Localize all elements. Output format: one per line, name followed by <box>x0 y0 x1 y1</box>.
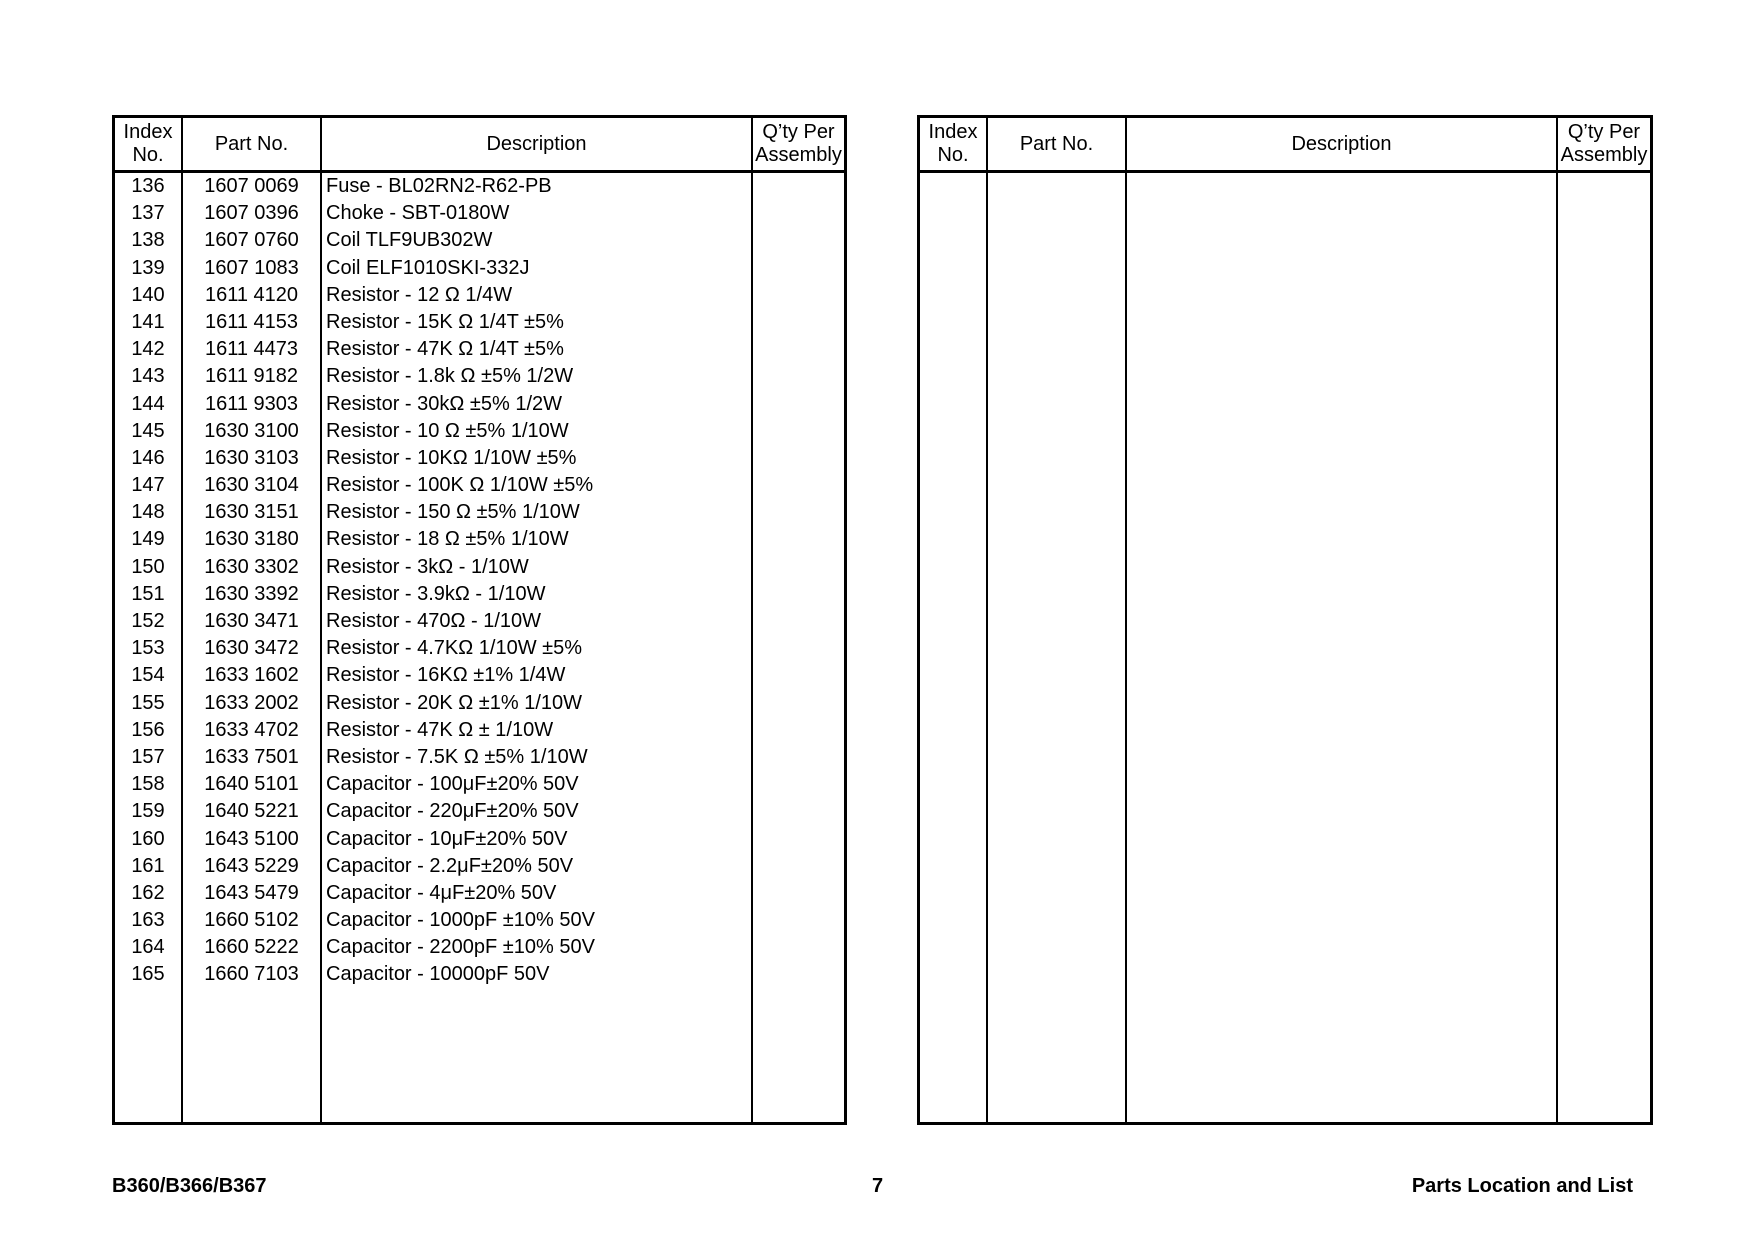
index-cell: 161 <box>131 854 165 877</box>
description-cell: Resistor - 4.7KΩ 1/10W ±5% <box>326 637 583 660</box>
index-cell: 139 <box>131 256 165 279</box>
description-cell: Capacitor - 10μF±20% 50V <box>326 827 568 850</box>
index-cell: 156 <box>131 718 165 741</box>
part-no-cell: 1611 4153 <box>204 310 299 333</box>
table-body <box>115 173 844 989</box>
description-cell: Resistor - 10KΩ 1/10W ±5% <box>326 446 577 469</box>
index-cell: 158 <box>131 773 165 796</box>
part-no-cell: 1633 1602 <box>204 664 299 687</box>
column-divider <box>1556 118 1558 1122</box>
description-cell: Resistor - 3.9kΩ - 1/10W <box>326 582 546 605</box>
description-cell: Resistor - 1.8k Ω ±5% 1/2W <box>326 365 574 388</box>
description-cell: Resistor - 15K Ω 1/4T ±5% <box>326 310 564 333</box>
description-cell: Resistor - 150 Ω ±5% 1/10W <box>326 501 580 524</box>
description-cell: Fuse - BL02RN2-R62-PB <box>326 175 552 197</box>
index-cell: 154 <box>131 664 165 687</box>
index-cell: 136 <box>131 175 165 197</box>
header-index: Index No. <box>123 121 173 166</box>
part-no-cell: 1611 4120 <box>204 283 299 306</box>
index-cell: 146 <box>131 446 165 469</box>
header-qty: Q’ty Per Assembly <box>1560 121 1648 166</box>
table-row <box>115 907 844 934</box>
table-row <box>115 853 844 880</box>
table-row <box>115 363 844 390</box>
index-cell: 142 <box>131 338 165 361</box>
part-no-cell: 1630 3104 <box>204 474 299 497</box>
part-no-cell: 1660 5102 <box>204 909 299 932</box>
table-row <box>115 227 844 254</box>
description-cell: Resistor - 18 Ω ±5% 1/10W <box>326 528 569 551</box>
index-cell: 144 <box>131 392 165 415</box>
description-cell: Coil ELF1010SKI-332J <box>326 256 530 279</box>
table-row <box>115 445 844 472</box>
part-no-cell: 1611 9303 <box>204 392 299 415</box>
part-no-cell: 1607 0396 <box>204 202 299 225</box>
part-no-cell: 1660 7103 <box>204 963 299 986</box>
description-cell: Resistor - 20K Ω ±1% 1/10W <box>326 691 583 714</box>
part-no-cell: 1630 3103 <box>204 446 299 469</box>
description-cell: Resistor - 470Ω - 1/10W <box>326 610 542 632</box>
table-row <box>115 608 844 635</box>
index-cell: 162 <box>131 881 165 904</box>
part-no-cell: 1630 3151 <box>204 501 299 524</box>
description-cell: Capacitor - 2200pF ±10% 50V <box>326 936 595 959</box>
part-no-cell: 1630 3302 <box>204 555 299 578</box>
header-part-no: Part No. <box>1019 132 1094 155</box>
table-row <box>115 391 844 418</box>
header-divider <box>920 170 1650 173</box>
column-divider <box>1125 118 1127 1122</box>
part-no-cell: 1630 3472 <box>204 637 299 660</box>
index-cell: 147 <box>131 474 165 497</box>
header-description: Description <box>1291 132 1392 155</box>
index-cell: 165 <box>131 963 165 986</box>
part-no-cell: 1607 1083 <box>204 256 299 279</box>
description-cell: Resistor - 7.5K Ω ±5% 1/10W <box>326 745 588 768</box>
part-no-cell: 1630 3180 <box>204 528 299 551</box>
part-no-cell: 1607 0760 <box>204 229 299 252</box>
index-cell: 163 <box>131 909 165 932</box>
part-no-cell: 1611 4473 <box>204 338 299 361</box>
description-cell: Capacitor - 4μF±20% 50V <box>326 881 557 904</box>
footer-page-number: 7 <box>872 1175 884 1197</box>
header-index: Index No. <box>928 121 978 166</box>
index-cell: 151 <box>131 582 165 605</box>
part-no-cell: 1630 3471 <box>204 610 299 632</box>
index-cell: 145 <box>131 419 165 442</box>
index-cell: 157 <box>131 745 165 768</box>
table-row <box>115 472 844 499</box>
description-cell: Resistor - 47K Ω 1/4T ±5% <box>326 338 564 361</box>
table-row <box>115 282 844 309</box>
header-part-no: Part No. <box>214 132 289 155</box>
description-cell: Coil TLF9UB302W <box>326 229 493 252</box>
table-row <box>115 880 844 907</box>
table-row <box>115 554 844 581</box>
table-row <box>115 690 844 717</box>
index-cell: 150 <box>131 555 165 578</box>
table-row <box>115 798 844 825</box>
part-no-cell: 1643 5229 <box>204 854 299 877</box>
description-cell: Capacitor - 10000pF 50V <box>326 963 550 986</box>
table-row <box>115 662 844 689</box>
table-row <box>115 635 844 662</box>
index-cell: 152 <box>131 610 165 632</box>
description-cell: Capacitor - 220μF±20% 50V <box>326 800 579 823</box>
part-no-cell: 1660 5222 <box>204 936 299 959</box>
table-row <box>115 717 844 744</box>
footer-section-title: Parts Location and List <box>1411 1175 1633 1197</box>
index-cell: 148 <box>131 501 165 524</box>
part-no-cell: 1611 9182 <box>204 365 299 388</box>
table-row <box>115 526 844 553</box>
table-row <box>115 309 844 336</box>
description-cell: Choke - SBT-0180W <box>326 202 510 225</box>
table-row <box>115 826 844 853</box>
index-cell: 140 <box>131 283 165 306</box>
description-cell: Resistor - 30kΩ ±5% 1/2W <box>326 392 562 415</box>
part-no-cell: 1607 0069 <box>204 175 299 197</box>
description-cell: Resistor - 10 Ω ±5% 1/10W <box>326 419 569 442</box>
table-row <box>115 581 844 608</box>
part-no-cell: 1633 2002 <box>204 691 299 714</box>
description-cell: Resistor - 100K Ω 1/10W ±5% <box>326 474 594 497</box>
index-cell: 159 <box>131 800 165 823</box>
part-no-cell: 1630 3392 <box>204 582 299 605</box>
description-cell: Resistor - 16KΩ ±1% 1/4W <box>326 664 566 687</box>
parts-table-right <box>917 115 1653 1125</box>
part-no-cell: 1630 3100 <box>204 419 299 442</box>
table-row <box>115 744 844 771</box>
header-qty: Q’ty Per Assembly <box>755 121 842 166</box>
part-no-cell: 1633 4702 <box>204 718 299 741</box>
table-row <box>115 961 844 988</box>
description-cell: Capacitor - 2.2μF±20% 50V <box>326 854 574 877</box>
part-no-cell: 1643 5479 <box>204 881 299 904</box>
index-cell: 155 <box>131 691 165 714</box>
part-no-cell: 1633 7501 <box>204 745 299 768</box>
description-cell: Resistor - 47K Ω ± 1/10W <box>326 718 554 741</box>
table-row <box>115 934 844 961</box>
index-cell: 153 <box>131 637 165 660</box>
table-row <box>115 173 844 200</box>
index-cell: 143 <box>131 365 165 388</box>
description-cell: Resistor - 12 Ω 1/4W <box>326 283 513 306</box>
table-row <box>115 418 844 445</box>
description-cell: Resistor - 3kΩ - 1/10W <box>326 555 529 578</box>
header-description: Description <box>486 132 587 155</box>
part-no-cell: 1640 5101 <box>204 773 299 796</box>
index-cell: 164 <box>131 936 165 959</box>
table-row <box>115 771 844 798</box>
column-divider <box>986 118 988 1122</box>
parts-table-left <box>112 115 847 1125</box>
description-cell: Capacitor - 1000pF ±10% 50V <box>326 909 595 932</box>
part-no-cell: 1640 5221 <box>204 800 299 823</box>
index-cell: 149 <box>131 528 165 551</box>
footer-model: B360/B366/B367 <box>112 1175 267 1197</box>
index-cell: 138 <box>131 229 165 252</box>
table-row <box>115 255 844 282</box>
index-cell: 137 <box>131 202 165 225</box>
index-cell: 141 <box>131 310 165 333</box>
table-row <box>115 336 844 363</box>
part-no-cell: 1643 5100 <box>204 827 299 850</box>
table-row <box>115 200 844 227</box>
description-cell: Capacitor - 100μF±20% 50V <box>326 773 579 796</box>
table-row <box>115 499 844 526</box>
index-cell: 160 <box>131 827 165 850</box>
